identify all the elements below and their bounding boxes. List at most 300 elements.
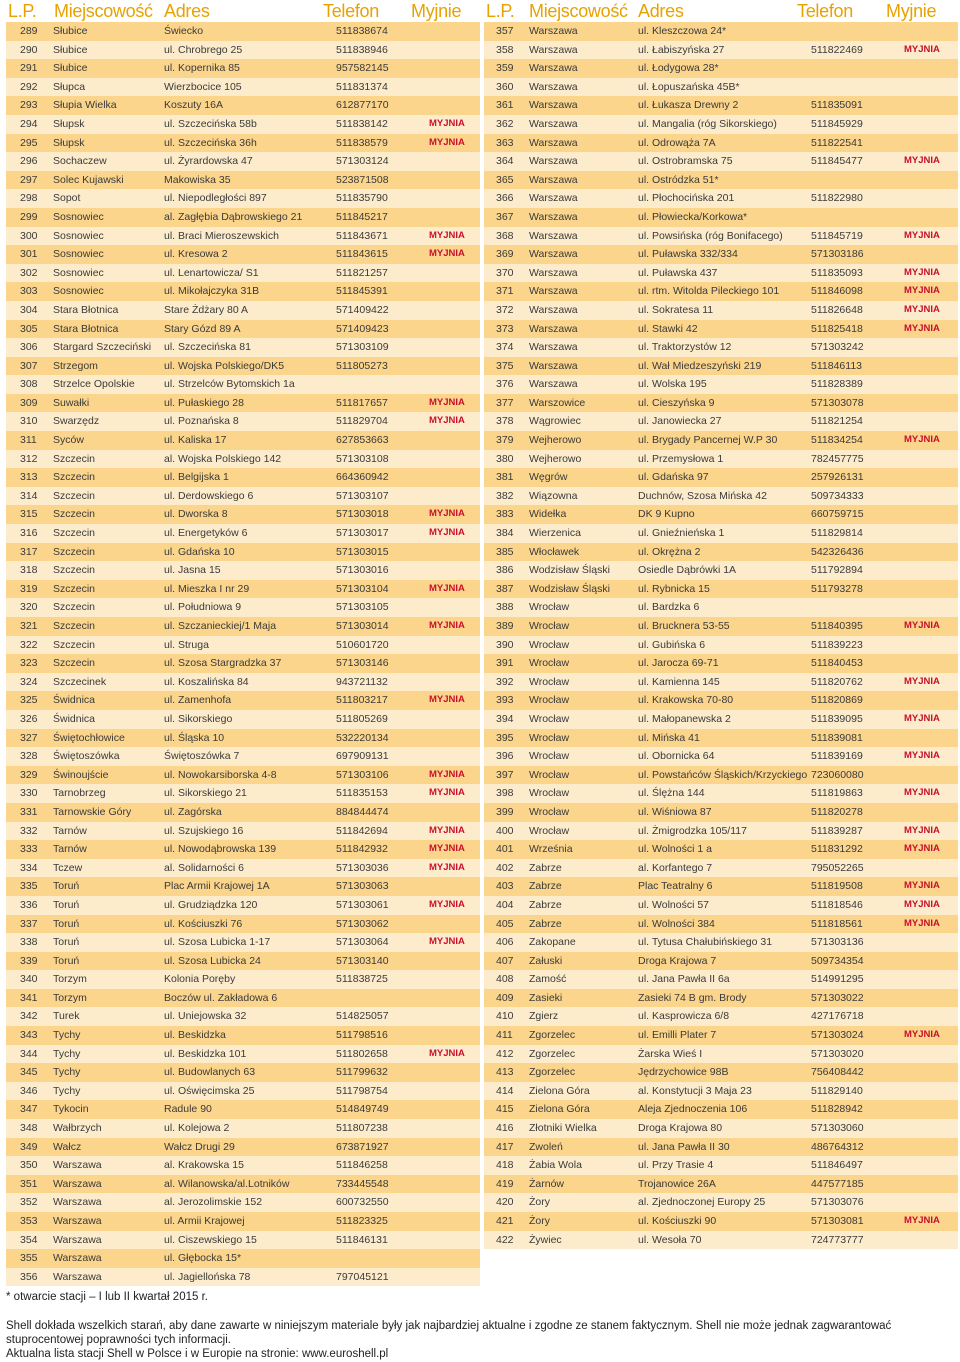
- row-address: ul. Szosa Lubicka 1-17: [164, 936, 271, 949]
- row-number: 366: [496, 192, 514, 205]
- row-number: 389: [496, 620, 514, 632]
- row-number: 341: [20, 991, 38, 1004]
- row-wash: MYJNIA: [904, 434, 940, 446]
- row-wash: MYJNIA: [904, 1029, 940, 1041]
- row-phone: 571303024: [811, 1029, 864, 1042]
- row-city: Wrocław: [529, 675, 570, 688]
- table-row: [6, 152, 480, 171]
- row-city: Wodzisław Śląski: [529, 582, 610, 595]
- row-address: ul. Przy Trasie 4: [638, 1159, 714, 1172]
- row-number: 308: [20, 378, 38, 391]
- table-row: [6, 1119, 480, 1138]
- row-address: ul. Chrobrego 25: [164, 43, 243, 56]
- row-city: Świdnica: [53, 694, 96, 707]
- row-address: ul. Ostrobramska 75: [638, 155, 733, 168]
- row-address: ul. Okrężna 2: [638, 545, 701, 558]
- row-address: Droga Krajowa 80: [638, 1122, 723, 1135]
- row-phone: 511838142: [336, 117, 388, 130]
- table-row: [484, 933, 958, 952]
- row-city: Wodzisław Śląski: [529, 564, 610, 577]
- row-number: 351: [20, 1177, 38, 1190]
- row-phone: 571409423: [336, 322, 389, 335]
- table-row: [484, 189, 958, 208]
- row-number: 386: [496, 564, 514, 577]
- row-address: ul. Szczanieckiej/1 Maja: [164, 620, 277, 632]
- header-address: Adres: [164, 1, 210, 21]
- row-city: Swarzędz: [53, 415, 100, 428]
- row-address: Osiedle Dąbrówki 1A: [638, 564, 737, 577]
- row-phone: 511820762: [811, 675, 863, 688]
- row-address: ul. Tytusa Chałubińskiego 31: [638, 936, 773, 949]
- table-row: [484, 505, 958, 524]
- row-address: ul. Wał Miedzeszyński 219: [638, 359, 762, 372]
- row-phone: 571303014: [336, 620, 389, 632]
- row-phone: 511819508: [811, 880, 863, 893]
- row-number: 304: [20, 303, 38, 316]
- row-number: 400: [496, 824, 514, 837]
- row-phone: 733445548: [336, 1177, 389, 1190]
- row-phone: 511846258: [336, 1159, 388, 1172]
- row-city: Warszawa: [529, 322, 578, 335]
- row-number: 407: [496, 954, 514, 967]
- row-city: Syców: [53, 434, 84, 447]
- row-city: Suwałki: [53, 396, 90, 409]
- row-phone: 511820278: [811, 805, 863, 818]
- table-row: [6, 357, 480, 376]
- row-city: Wrocław: [529, 638, 570, 651]
- header-city: Miejscowość: [54, 1, 153, 21]
- table-row: [6, 1212, 480, 1231]
- row-number: 383: [496, 508, 514, 521]
- row-city: Warszawa: [529, 266, 578, 279]
- row-phone: 957582145: [336, 62, 389, 75]
- table-row: [6, 989, 480, 1008]
- row-city: Szczecinek: [53, 675, 107, 688]
- row-number: 378: [496, 415, 514, 428]
- table-row: [6, 338, 480, 357]
- table-row: [484, 580, 958, 599]
- row-phone: 511798754: [336, 1084, 388, 1097]
- row-address: ul. Pułaskiego 28: [164, 396, 244, 409]
- table-row: [484, 338, 958, 357]
- row-phone: 511819863: [811, 787, 863, 800]
- row-address: ul. Powsińska (róg Bonifacego): [638, 229, 783, 242]
- row-number: 337: [20, 917, 38, 930]
- row-phone: 511805269: [336, 712, 388, 725]
- table-row: [6, 78, 480, 97]
- table-row: [484, 673, 958, 692]
- row-number: 314: [20, 489, 38, 502]
- row-city: Zamość: [529, 973, 567, 986]
- row-phone: 511846497: [811, 1159, 863, 1172]
- row-number: 377: [496, 396, 514, 409]
- table-row: [6, 245, 480, 264]
- table-row: [6, 22, 480, 41]
- table-row: [6, 933, 480, 952]
- row-city: Warszawa: [529, 303, 578, 316]
- row-city: Szczecin: [53, 545, 96, 558]
- row-number: 294: [20, 117, 38, 130]
- row-address: Duchnów, Szosa Mińska 42: [638, 489, 767, 502]
- row-city: Warszawa: [529, 192, 578, 205]
- header-lp: L.P.: [8, 1, 37, 21]
- row-phone: 511829814: [811, 527, 863, 540]
- table-row: [6, 189, 480, 208]
- right-column: [484, 0, 958, 1249]
- station-list-left: [6, 22, 480, 1286]
- row-city: Szczecin: [53, 452, 96, 465]
- row-city: Wałbrzych: [53, 1122, 102, 1135]
- row-wash: MYJNIA: [904, 303, 940, 315]
- table-row: [6, 282, 480, 301]
- row-wash: MYJNIA: [904, 675, 940, 687]
- row-phone: 571303078: [811, 396, 864, 409]
- row-address: ul. Wolności 384: [638, 917, 715, 930]
- table-row: [6, 673, 480, 692]
- row-address: al. Solidarności 6: [164, 861, 244, 874]
- row-city: Toruń: [53, 917, 80, 930]
- row-city: Warszawa: [529, 285, 578, 298]
- disclaimer-text: Shell dokłada wszelkich starań, aby dane zawarte w niniejszym materiale były jak najbardziej aktualne i zgodne ze stanem faktycznym. Shell nie może jednak zagwarantować stuprocentowej poprawności tych informacji.: [6, 1320, 892, 1346]
- row-phone: 571303064: [336, 936, 389, 949]
- table-row: [484, 766, 958, 785]
- table-row: [6, 915, 480, 934]
- row-number: 291: [20, 62, 38, 75]
- table-row: [6, 598, 480, 617]
- row-address: Plac Teatralny 6: [638, 880, 713, 893]
- row-phone: 571303136: [811, 936, 864, 949]
- row-city: Strzegom: [53, 359, 98, 372]
- row-wash: MYJNIA: [429, 898, 465, 910]
- row-number: 313: [20, 471, 38, 484]
- row-number: 306: [20, 341, 38, 354]
- row-wash: MYJNIA: [904, 620, 940, 631]
- row-city: Szczecin: [53, 564, 96, 577]
- row-number: 349: [20, 1140, 38, 1153]
- row-address: Zasieki 74 B gm. Brody: [638, 991, 747, 1004]
- row-number: 344: [20, 1047, 38, 1060]
- table-row: [484, 822, 958, 841]
- row-wash: MYJNIA: [429, 229, 465, 241]
- row-city: Torzym: [53, 973, 87, 986]
- row-city: Szczecin: [53, 471, 96, 484]
- row-wash: MYJNIA: [429, 508, 465, 520]
- row-city: Wągrowiec: [529, 415, 581, 428]
- row-address: ul. Kościuszki 90: [638, 1215, 717, 1227]
- row-city: Września: [529, 843, 573, 856]
- row-city: Świętochłowice: [53, 731, 125, 744]
- row-address: Trojanowice 26A: [638, 1177, 716, 1190]
- row-address: ul. Sikorskiego: [164, 712, 233, 725]
- table-row: [6, 134, 480, 153]
- row-number: 312: [20, 452, 38, 465]
- table-row: [6, 524, 480, 543]
- table-row: [484, 245, 958, 264]
- row-phone: 511838725: [336, 973, 388, 986]
- row-number: 335: [20, 880, 38, 893]
- row-city: Wrocław: [529, 824, 570, 837]
- row-phone: 511831374: [336, 80, 388, 93]
- row-city: Zwoleń: [529, 1140, 563, 1153]
- row-city: Toruń: [53, 880, 80, 893]
- row-number: 370: [496, 266, 514, 279]
- row-city: Słupca: [53, 80, 86, 93]
- row-number: 399: [496, 805, 514, 818]
- row-phone: 511835153: [336, 787, 388, 800]
- row-city: Wrocław: [529, 601, 570, 614]
- row-number: 410: [496, 1010, 514, 1023]
- website-line: Aktualna lista stacji Shell w Polsce i w Europie na stronie: www.euroshell.pl: [6, 1348, 389, 1360]
- row-number: 357: [496, 25, 514, 37]
- row-wash: MYJNIA: [429, 136, 465, 148]
- row-number: 309: [20, 396, 38, 409]
- row-number: 310: [20, 415, 38, 428]
- row-address: ul. Sokratesa 11: [638, 303, 714, 316]
- table-row: [6, 766, 480, 785]
- row-city: Warszawa: [529, 155, 578, 168]
- row-city: Warszawa: [53, 1215, 102, 1227]
- row-number: 311: [20, 434, 37, 447]
- row-number: 372: [496, 303, 514, 316]
- row-wash: MYJNIA: [904, 880, 940, 892]
- row-city: Tarnów: [53, 824, 87, 837]
- row-address: al. Konstytucji 3 Maja 23: [638, 1084, 752, 1097]
- table-row: [6, 59, 480, 78]
- table-row: [6, 1082, 480, 1101]
- table-row: [484, 561, 958, 580]
- table-row: [484, 691, 958, 710]
- row-address: ul. Mikołajczyka 31B: [164, 285, 260, 298]
- table-row: [6, 487, 480, 506]
- row-wash: MYJNIA: [429, 415, 465, 427]
- row-address: al. Krakowska 15: [164, 1159, 244, 1172]
- table-row: [6, 784, 480, 803]
- row-number: 390: [496, 638, 514, 651]
- row-city: Tychy: [53, 1066, 81, 1079]
- row-address: ul. Jana Pawła II 30: [638, 1140, 730, 1153]
- row-address: ul. Ostródzka 51*: [638, 173, 719, 186]
- row-address: ul. Jana Pawła II 6a: [638, 973, 730, 986]
- row-number: 393: [496, 694, 514, 707]
- row-phone: 571303017: [336, 527, 389, 540]
- row-number: 385: [496, 545, 514, 558]
- row-city: Słupsk: [53, 117, 85, 130]
- row-phone: 571303108: [336, 452, 389, 465]
- row-number: 293: [20, 99, 38, 112]
- row-city: Stargard Szczeciński: [53, 341, 152, 354]
- row-city: Zgorzelec: [529, 1066, 576, 1079]
- row-number: 331: [20, 805, 38, 818]
- table-row: [6, 1063, 480, 1082]
- row-city: Tarnobrzeg: [53, 787, 106, 800]
- row-number: 388: [496, 601, 514, 614]
- row-phone: 571303018: [336, 508, 389, 521]
- row-address: al. Zjednoczonej Europy 25: [638, 1196, 766, 1209]
- row-address: Plac Armii Krajowej 1A: [164, 880, 270, 893]
- table-row: [484, 859, 958, 878]
- row-address: ul. Traktorzystów 12: [638, 341, 732, 354]
- row-wash: MYJNIA: [429, 117, 465, 129]
- row-city: Wejherowo: [529, 434, 582, 447]
- row-phone: 756408442: [811, 1066, 864, 1079]
- row-number: 362: [496, 117, 514, 130]
- row-phone: 571303140: [336, 954, 389, 967]
- row-number: 333: [20, 843, 38, 856]
- row-phone: 511839223: [811, 638, 863, 651]
- row-number: 374: [496, 341, 514, 354]
- row-number: 413: [496, 1066, 514, 1079]
- row-city: Warszawa: [529, 117, 578, 130]
- row-number: 327: [20, 731, 38, 744]
- row-phone: 523871508: [336, 173, 389, 186]
- row-address: ul. Płowiecka/Korkowa*: [638, 210, 748, 223]
- row-wash: MYJNIA: [429, 396, 465, 408]
- row-number: 332: [20, 824, 38, 837]
- row-address: ul. Krakowska 70-80: [638, 694, 734, 707]
- table-row: [484, 450, 958, 469]
- table-row: [6, 412, 480, 431]
- row-number: 369: [496, 248, 514, 261]
- table-row: [484, 1138, 958, 1157]
- row-phone: 511823325: [336, 1215, 388, 1227]
- table-row: [484, 654, 958, 673]
- table-header: [6, 0, 480, 22]
- table-row: [484, 431, 958, 450]
- row-number: 384: [496, 527, 514, 540]
- row-city: Warszawa: [53, 1233, 102, 1246]
- row-address: ul. Kresowa 2: [164, 248, 228, 261]
- row-address: ul. Nowokarsiborska 4-8: [164, 768, 277, 781]
- row-wash: MYJNIA: [904, 229, 940, 241]
- row-number: 352: [20, 1196, 38, 1209]
- row-city: Warszawa: [529, 341, 578, 354]
- row-address: ul. Poznańska 8: [164, 415, 239, 428]
- table-row: [6, 617, 480, 636]
- row-number: 329: [20, 768, 38, 781]
- row-number: 328: [20, 750, 38, 763]
- row-city: Warszawa: [529, 359, 578, 372]
- row-phone: 697909131: [336, 750, 389, 763]
- row-city: Tychy: [53, 1047, 81, 1060]
- row-number: 397: [496, 768, 514, 781]
- row-city: Strzelce Opolskie: [53, 378, 135, 391]
- row-number: 300: [20, 229, 38, 242]
- row-phone: 510601720: [336, 638, 389, 651]
- row-city: Zasieki: [529, 991, 563, 1004]
- row-city: Słubice: [53, 62, 88, 75]
- row-city: Wierzenica: [529, 527, 581, 540]
- row-city: Słupsk: [53, 136, 85, 149]
- row-phone: 511829704: [336, 415, 388, 428]
- row-phone: 511845929: [811, 117, 863, 130]
- row-city: Szczecin: [53, 601, 96, 614]
- row-city: Tczew: [53, 861, 83, 874]
- table-row: [484, 1119, 958, 1138]
- row-city: Żory: [529, 1215, 550, 1227]
- table-row: [484, 171, 958, 190]
- table-row: [484, 1045, 958, 1064]
- row-number: 347: [20, 1103, 38, 1116]
- row-address: ul. Armii Krajowej: [164, 1215, 245, 1227]
- row-address: ul. Wiśniowa 87: [638, 805, 712, 818]
- table-row: [484, 208, 958, 227]
- row-address: ul. Stawki 42: [638, 322, 698, 335]
- table-row: [484, 1007, 958, 1026]
- row-phone: 511818561: [811, 917, 863, 930]
- row-number: 302: [20, 266, 38, 279]
- row-address: ul. Wolska 195: [638, 378, 707, 391]
- row-city: Zielona Góra: [529, 1103, 590, 1116]
- row-number: 350: [20, 1159, 38, 1172]
- row-phone: 627853663: [336, 434, 389, 447]
- row-city: Wrocław: [529, 787, 570, 800]
- table-row: [6, 840, 480, 859]
- row-phone: 571303109: [336, 341, 389, 354]
- table-row: [484, 41, 958, 60]
- row-address: ul. Energetyków 6: [164, 527, 248, 540]
- row-address: ul. Gubińska 6: [638, 638, 706, 651]
- table-row: [6, 970, 480, 989]
- row-phone: 511807238: [336, 1122, 388, 1135]
- table-row: [484, 915, 958, 934]
- row-address: Stary Gózd 89 A: [164, 322, 241, 335]
- row-phone: 511843671: [336, 229, 388, 242]
- row-number: 303: [20, 285, 38, 298]
- row-city: Zabrze: [529, 898, 562, 911]
- row-number: 365: [496, 173, 514, 186]
- row-address: ul. Łukasza Drewny 2: [638, 99, 739, 112]
- row-wash: MYJNIA: [904, 750, 940, 762]
- table-row: [6, 1156, 480, 1175]
- row-number: 343: [20, 1029, 38, 1042]
- row-phone: 571303036: [336, 861, 389, 874]
- table-row: [484, 320, 958, 339]
- row-wash: MYJNIA: [904, 787, 940, 799]
- row-number: 404: [496, 898, 514, 911]
- row-wash: MYJNIA: [429, 768, 465, 780]
- row-city: Szczecin: [53, 489, 96, 502]
- row-address: Kolonia Poręby: [164, 973, 236, 986]
- row-number: 396: [496, 750, 514, 763]
- row-number: 290: [20, 43, 38, 56]
- row-phone: 511840453: [811, 657, 863, 670]
- table-row: [484, 487, 958, 506]
- row-city: Warszawa: [529, 43, 578, 56]
- row-address: ul. Szosa Stargradzka 37: [164, 657, 282, 670]
- row-city: Warszawa: [53, 1270, 102, 1283]
- table-row: [6, 896, 480, 915]
- table-row: [484, 115, 958, 134]
- row-address: ul. Gdańska 10: [164, 545, 235, 558]
- table-row: [484, 1156, 958, 1175]
- row-wash: MYJNIA: [429, 248, 465, 260]
- row-address: Makowiska 35: [164, 173, 231, 186]
- row-phone: 486764312: [811, 1140, 864, 1153]
- row-address: ul. Głębocka 15*: [164, 1252, 242, 1265]
- table-row: [6, 803, 480, 822]
- row-city: Wałcz: [53, 1140, 82, 1153]
- table-row: [484, 1193, 958, 1212]
- row-number: 392: [496, 675, 514, 688]
- row-address: ul. Kopernika 85: [164, 62, 240, 75]
- row-address: ul. Szczecińska 58b: [164, 117, 257, 130]
- table-row: [6, 877, 480, 896]
- row-phone: 511839169: [811, 750, 863, 763]
- row-number: 342: [20, 1010, 38, 1023]
- row-number: 417: [496, 1140, 514, 1153]
- row-phone: 571303146: [336, 657, 389, 670]
- row-wash: MYJNIA: [904, 43, 940, 55]
